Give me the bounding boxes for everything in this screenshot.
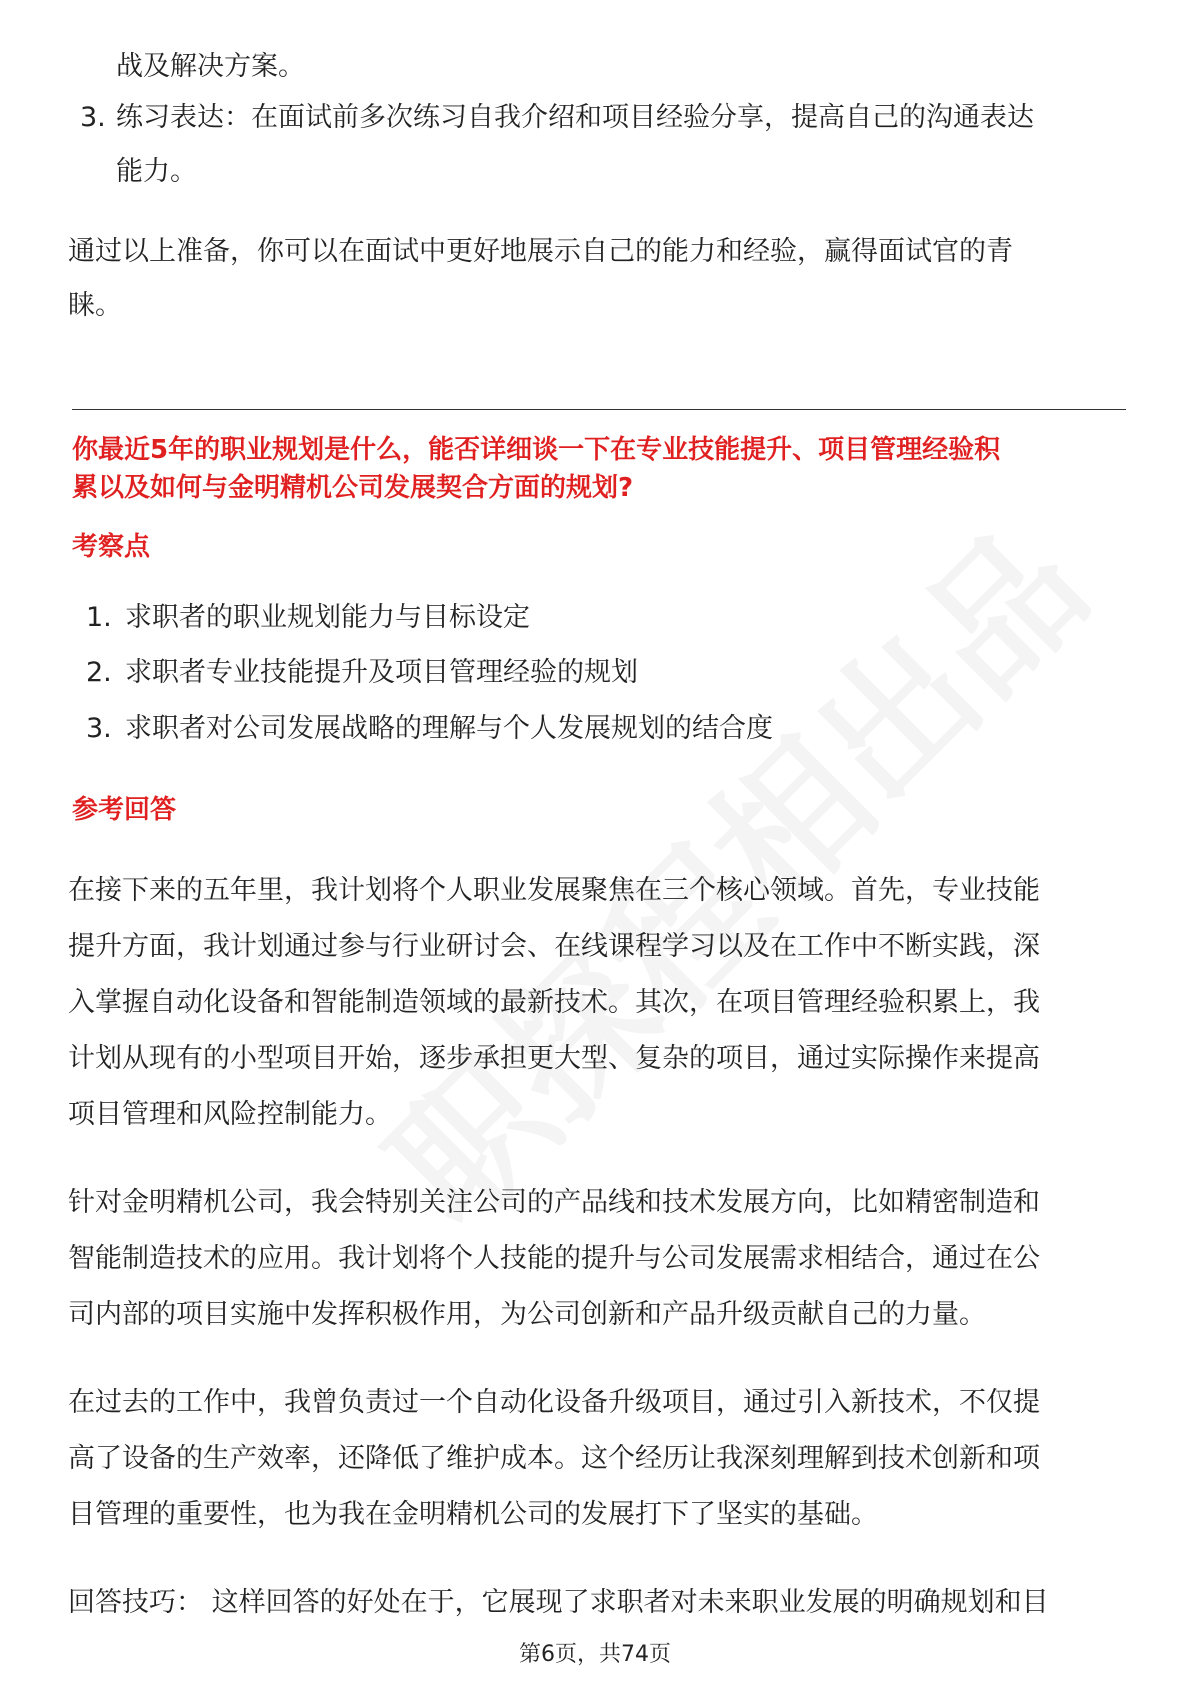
page-number: 第6页，共74页 <box>519 1642 671 1667</box>
list-item-text: 求职者的职业规划能力与目标设定 <box>125 602 530 633</box>
list-number: 2. <box>86 657 112 688</box>
paragraph-line: 通过以上准备，你可以在面试中更好地展示自己的能力和经验，赢得面试官的青 <box>68 236 1013 267</box>
paragraph-line: 计划从现有的小型项目开始，逐步承担更大型、复杂的项目，通过实际操作来提高 <box>68 1043 1040 1074</box>
list-item-text: 求职者专业技能提升及项目管理经验的规划 <box>125 657 638 688</box>
paragraph-line: 入掌握自动化设备和智能制造领域的最新技术。其次，在项目管理经验积累上，我 <box>68 987 1040 1018</box>
list-number: 1. <box>86 602 112 633</box>
section-divider <box>72 409 1126 410</box>
paragraph-line: 司内部的项目实施中发挥积极作用，为公司创新和产品升级贡献自己的力量。 <box>68 1299 986 1330</box>
paragraph-line: 智能制造技术的应用。我计划将个人技能的提升与公司发展需求相结合，通过在公 <box>68 1243 1040 1274</box>
list-item-text: 练习表达：在面试前多次练习自我介绍和项目经验分享，提高自己的沟通表达 <box>116 102 1034 133</box>
watermark <box>335 473 1124 1262</box>
paragraph-line: 项目管理和风险控制能力。 <box>68 1099 392 1130</box>
list-item-continuation: 战及解决方案。 <box>116 51 305 82</box>
section-heading: 参考回答 <box>72 795 177 825</box>
list-item-text: 求职者对公司发展战略的理解与个人发展规划的结合度 <box>125 713 773 744</box>
list-number: 3. <box>86 713 112 744</box>
paragraph-line: 针对金明精机公司，我会特别关注公司的产品线和技术发展方向，比如精密制造和 <box>68 1187 1040 1218</box>
list-number: 3. <box>80 102 106 133</box>
question-title: 你最近5年的职业规划是什么，能否详细谈一下在专业技能提升、项目管理经验积 <box>72 435 1001 465</box>
paragraph-line: 在过去的工作中，我曾负责过一个自动化设备升级项目，通过引入新技术，不仅提 <box>68 1387 1040 1418</box>
paragraph-line: 目管理的重要性，也为我在金明精机公司的发展打下了坚实的基础。 <box>68 1499 878 1530</box>
list-item-text: 能力。 <box>116 156 197 187</box>
paragraph-line: 在接下来的五年里，我计划将个人职业发展聚焦在三个核心领域。首先，专业技能 <box>68 875 1040 906</box>
answer-tips: 回答技巧： 这样回答的好处在于，它展现了求职者对未来职业发展的明确规划和目 <box>68 1587 1049 1618</box>
paragraph-line: 提升方面，我计划通过参与行业研讨会、在线课程学习以及在工作中不断实践，深 <box>68 931 1040 962</box>
question-title: 累以及如何与金明精机公司发展契合方面的规划? <box>72 473 634 503</box>
section-heading: 考察点 <box>72 532 151 562</box>
paragraph-line: 睐。 <box>68 290 122 321</box>
paragraph-line: 高了设备的生产效率，还降低了维护成本。这个经历让我深刻理解到技术创新和项 <box>68 1443 1040 1474</box>
